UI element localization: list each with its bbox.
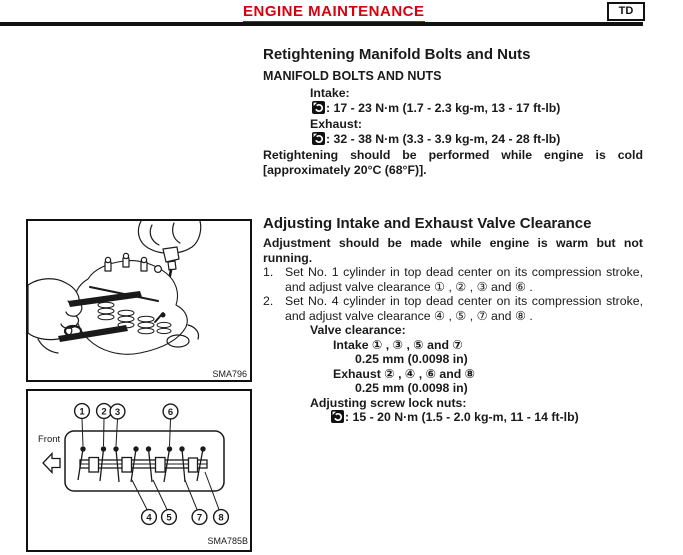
cold-note-line2: [approximately 20°C (68°F)]. xyxy=(263,162,427,177)
section-retightening xyxy=(263,46,643,177)
figure2-caption: SMA785B xyxy=(207,536,248,546)
exhaust-torque-line xyxy=(263,132,643,149)
exhaust-label: Exhaust: xyxy=(310,117,362,131)
valve-clearance-title: Valve clearance: xyxy=(310,323,406,337)
section-valve-clearance xyxy=(263,215,643,427)
valve-number-label: 2 xyxy=(101,406,107,418)
torque-wrench-icon xyxy=(331,410,344,427)
step-number: 2. xyxy=(263,294,274,308)
figure-valve-adjusting-illustration xyxy=(26,219,252,382)
front-label: Front xyxy=(38,434,61,445)
figure-valve-numbering-diagram xyxy=(26,389,252,552)
section-tab-badge: TD xyxy=(607,2,645,21)
intake-torque-line xyxy=(263,101,643,118)
step-line: Set No. 4 cylinder in top dead center on its compression stroke, xyxy=(285,294,643,308)
torque-wrench-icon xyxy=(312,101,325,118)
clearance-exhaust-value: 0.25 mm (0.0098 in) xyxy=(355,381,468,395)
step-1 xyxy=(263,265,643,294)
section2-heading: Adjusting Intake and Exhaust Valve Clearance xyxy=(263,215,592,232)
clearance-intake-value: 0.25 mm (0.0098 in) xyxy=(355,352,468,366)
valve-number-label: 1 xyxy=(79,406,85,418)
warm-note-line1: Adjustment should be made while engine is warm but not xyxy=(263,236,643,250)
locknut-torque-line xyxy=(263,410,643,427)
intake-label: Intake: xyxy=(310,86,350,100)
cold-note-line1: Retightening should be performed while engine is cold xyxy=(263,148,643,162)
step-2 xyxy=(263,294,643,323)
step-line: and adjust valve clearance ① , ② , ③ and ⑥ . xyxy=(285,279,533,294)
intake-torque-value: : 17 - 23 N·m (1.7 - 2.3 kg-m, 13 - 17 ft-lb) xyxy=(326,100,561,115)
warm-note-line2: running. xyxy=(263,250,313,265)
section1-heading: Retightening Manifold Bolts and Nuts xyxy=(263,46,531,63)
header-rule xyxy=(0,22,643,26)
page-title: ENGINE MAINTENANCE xyxy=(243,3,425,23)
valve-number-label: 8 xyxy=(218,512,224,524)
valve-numbering-drawing xyxy=(28,391,250,550)
clearance-intake-label: Intake ① , ③ , ⑤ and ⑦ xyxy=(333,337,463,352)
step-line: and adjust valve clearance ④ , ⑤ , ⑦ and ⑧ . xyxy=(285,308,533,323)
torque-wrench-icon xyxy=(312,132,325,149)
exhaust-torque-value: : 32 - 38 N·m (3.3 - 3.9 kg-m, 24 - 28 ft-lb) xyxy=(326,131,561,146)
valve-number-label: 7 xyxy=(196,512,203,524)
valve-number-label: 5 xyxy=(166,512,172,524)
figure1-caption: SMA796 xyxy=(212,369,247,379)
valve-number-label: 6 xyxy=(167,407,174,418)
locknut-torque-value: : 15 - 20 N·m (1.5 - 2.0 kg-m, 11 - 14 ft-lb) xyxy=(345,410,579,424)
valve-adjust-drawing xyxy=(28,221,250,380)
locknut-title: Adjusting screw lock nuts: xyxy=(310,395,467,410)
step-line: Set No. 1 cylinder in top dead center on its compression stroke, xyxy=(285,265,643,279)
clearance-exhaust-label: Exhaust ② , ④ , ⑥ and ⑧ xyxy=(333,366,476,381)
valve-number-label: 3 xyxy=(114,407,121,418)
valve-number-label: 4 xyxy=(146,512,152,524)
step-number: 1. xyxy=(263,265,274,279)
section1-subheading: MANIFOLD BOLTS AND NUTS xyxy=(263,69,442,83)
